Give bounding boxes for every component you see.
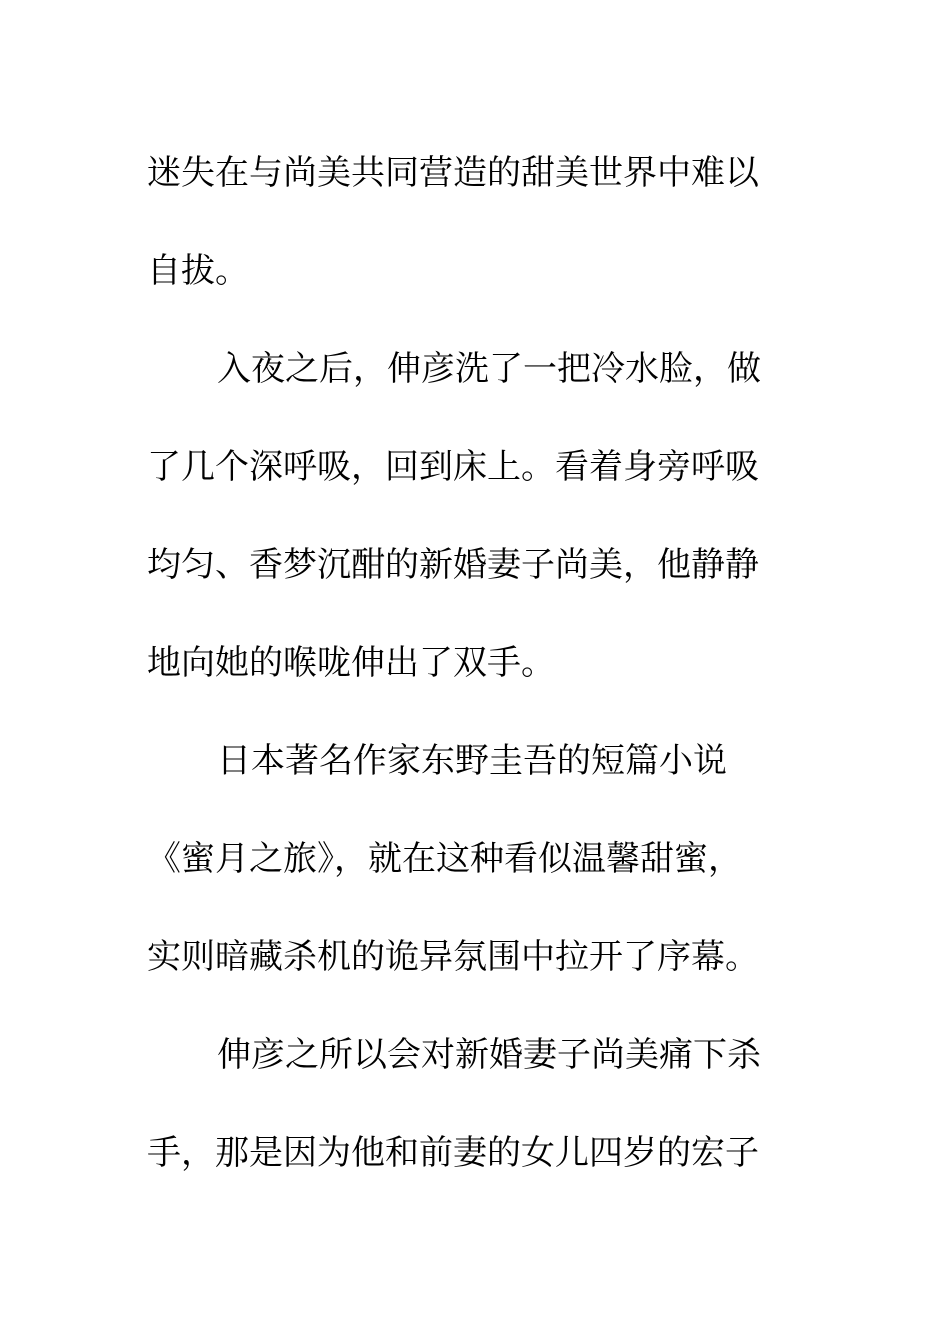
text-line: 了几个深呼吸，回到床上。看着身旁呼吸: [147, 447, 759, 487]
text-line: 迷失在与尚美共同营造的甜美世界中难以: [147, 153, 759, 193]
text-line: 实则暗藏杀机的诡异氛围中拉开了序幕。: [147, 937, 759, 977]
paragraph-first-line: 入夜之后，伸彦洗了一把冷水脸，做: [217, 349, 761, 389]
text-line: 自拔。: [147, 251, 249, 291]
text-line: 手，那是因为他和前妻的女儿四岁的宏子: [147, 1133, 759, 1173]
text-line: 均匀、香梦沉酣的新婚妻子尚美，他静静: [147, 545, 759, 585]
text-line: 地向她的喉咙伸出了双手。: [147, 643, 555, 683]
paragraph-first-line: 伸彦之所以会对新婚妻子尚美痛下杀: [217, 1035, 761, 1075]
paragraph-first-line: 日本著名作家东野圭吾的短篇小说: [217, 741, 727, 781]
body-text: [147, 124, 787, 1202]
text-line: 《蜜月之旅》，就在这种看似温馨甜蜜，: [147, 839, 742, 879]
